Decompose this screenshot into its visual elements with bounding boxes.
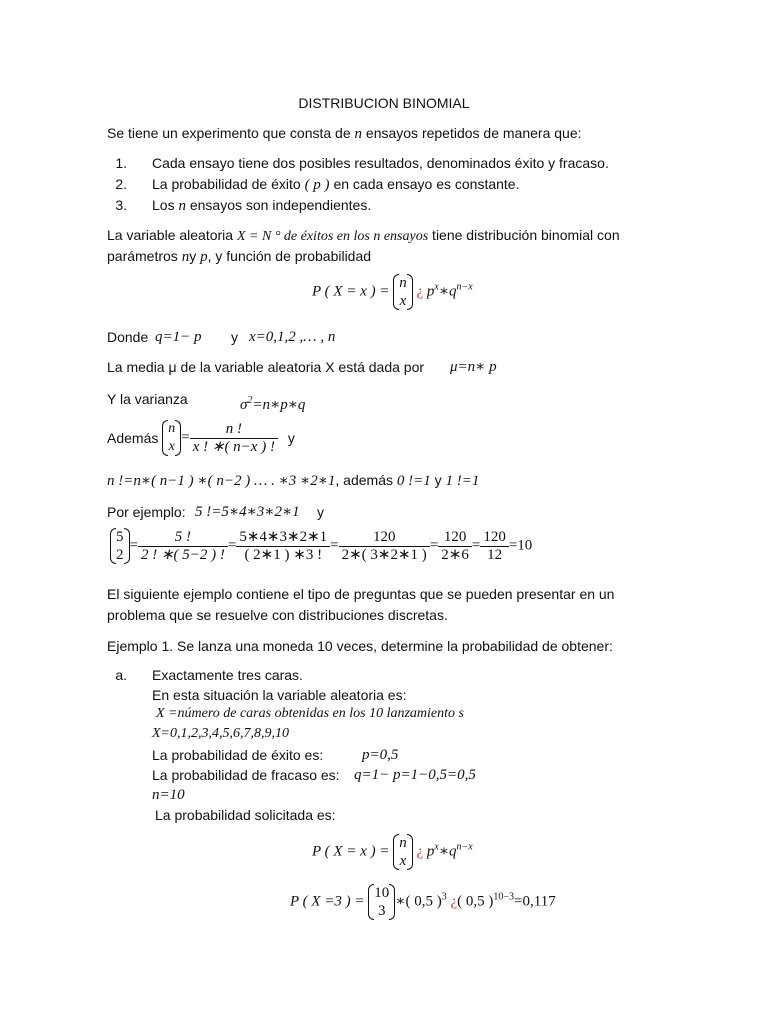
fraction: $\frac{120}{2∗( 3∗2∗1 )}$ xyxy=(339,529,430,564)
fraction: $\frac{120}{2∗6}$ xyxy=(438,529,472,564)
binomial-coefficient: n x xyxy=(393,834,413,870)
fracaso-line: La probabilidad de fracaso es: q=1− p=1−0,5=0,5 xyxy=(152,767,476,783)
fraction: $\frac{5∗4∗3∗2∗1}{( 2∗1 ) ∗3 !}$ xyxy=(236,529,330,564)
intro-text: Se tiene un experimento que consta de n ensayos repetidos de manera que: xyxy=(107,125,582,142)
paragraph-line-1: El siguiente ejemplo contiene el tipo de preguntas que se pueden presentar en un xyxy=(107,586,615,602)
factorial-fraction: $\frac{n !}{x ! ∗( n-x ) !}$ xyxy=(190,421,278,456)
ademas-line: Además n x = $\frac{n !}{x ! ∗( n-x ) !}$ y xyxy=(107,420,295,455)
binomial-coefficient: 10 3 xyxy=(368,884,395,920)
probability-result: P ( X =3 ) = 10 3 ∗( 0,5 )$^3$ ¿( 0,5 )$^{10-3}$=0,117 xyxy=(290,885,556,919)
binomial-coefficient: n x xyxy=(162,420,181,456)
fraction: $\frac{120}{12}$ xyxy=(480,529,509,564)
binomial-formula: P ( X = x ) = n x ¿ $p^x∗q^{n-x}$ xyxy=(312,275,473,309)
exito-line: La probabilidad de éxito es: p=0,5 xyxy=(152,747,399,763)
paragraph-line-2: problema que se resuelve con distribuciones discretas. xyxy=(107,607,448,623)
factorial-line: n !=n∗( n−1 ) ∗( n−2 ) … . ∗3 ∗2∗1, además 0 !=1 y 1 !=1 xyxy=(107,472,480,489)
definition-line-1: La variable aleatoria X = N ° de éxitos en los n ensayos tiene distribución binomial con xyxy=(107,227,620,244)
binomial-coefficient: 5 2 xyxy=(110,528,130,564)
binomial-formula: P ( X = x ) = n x ¿ $p^x∗q^{n-x}$ xyxy=(312,835,473,869)
variable-range: X=0,1,2,3,4,5,6,7,8,9,10 xyxy=(152,726,289,741)
donde-line: Donde q=1− p y x=0,1,2 ,… , n xyxy=(107,329,336,345)
ejemplo-1-heading: Ejemplo 1. Se lanza una moneda 10 veces, determine la probabilidad de obtener: xyxy=(107,638,613,654)
binomial-example: 5 2 = $\frac{5 !}{2 ! ∗( 5-2 ) !}$ = $\frac{5∗4∗3∗2∗1}{( 2∗1 ) ∗3 !}$ = $\frac{120}{2∗( 3∗2∗1 )}$ = $\frac{120}{2∗6}$ = $\frac{120}{12}$ =10 xyxy=(110,528,532,564)
solicitada-line: La probabilidad solicitada es: xyxy=(155,807,336,823)
definition-line-2: parámetros ny p, y función de probabilidad xyxy=(107,248,372,265)
page-title: DISTRIBUCION BINOMIAL xyxy=(298,95,470,111)
n-value: n=10 xyxy=(152,787,185,803)
item-a-line: En esta situación la variable aleatoria es: xyxy=(152,687,407,703)
fraction: $\frac{5 !}{2 ! ∗( 5-2 ) !}$ xyxy=(138,529,228,564)
ejemplo-line: Por ejemplo: 5 !=5∗4∗3∗2∗1 y xyxy=(107,504,324,520)
binomial-coefficient: n x xyxy=(393,274,413,310)
varianza-line: Y la varianza $\sigma^2=n∗p∗q$ xyxy=(107,391,306,413)
variable-definition: X =número de caras obtenidas en los 10 lanzamiento s xyxy=(156,706,464,721)
media-line: La media μ de la variable aleatoria X está dada por μ=n∗ p xyxy=(107,359,497,375)
